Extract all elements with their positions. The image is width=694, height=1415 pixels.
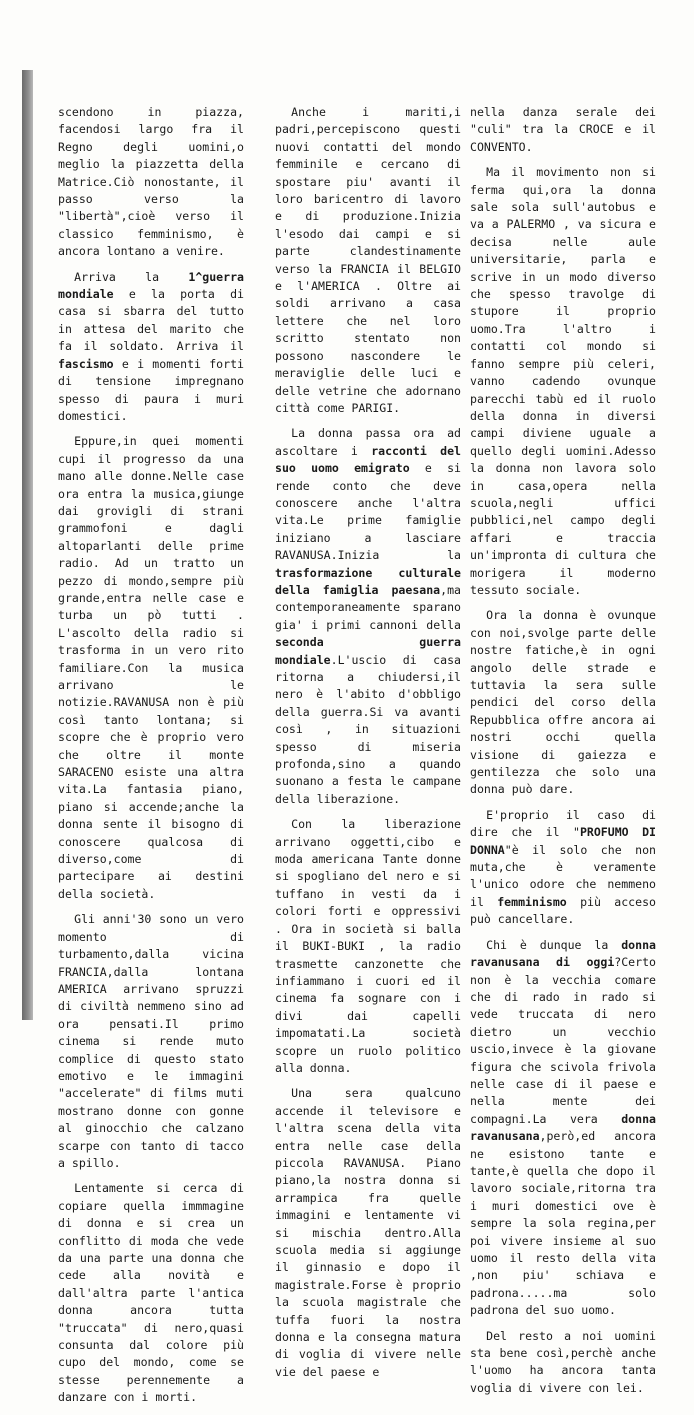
text-run: nella danza serale dei "culi" tra la CROCE e il CONVENTO. [470,105,656,154]
bold-text: PROFUMO DI DONNA [470,825,656,857]
article-column-3 [470,104,656,1405]
paragraph [470,104,656,156]
binding-edge [22,70,33,1020]
paragraph [275,1085,461,1381]
bold-text: trasformazione culturale della famiglia paesana [275,565,461,597]
text-run: Ma il movimento non si ferma qui,ora la donna sale sola sull'autobus e va a PALERMO , va sicura e decisa nelle aule universitarie, parla e scrive in un modo diverso che spesso travolge di stupore il proprio uomo.Tra l'altro i contatti col mondo si fanno sempre più celeri, vanno cadendo ovunque parecchi tabù ed il ruolo della donna in diversi campi diviene uguale a quello degli uomini.Adesso la donna non lavora solo in casa,opera nella scuola,negli uffici pubblici,nel campo degli affari e traccia un'impronta di cultura che morigera il moderno tessuto sociale. [470,165,656,597]
bold-text: donna ravanusana di oggi [470,937,656,970]
bold-text: seconda guerra mondiale [275,635,461,667]
bold-text: 1^guerra mondiale [58,269,244,302]
text-run: Lentamente si cerca di copiare quella immmagine di donna e si crea un conflitto di moda che vede da una parte una donna che cede alla novità e dall'altra parte l'antica donna ancora tutta "truccata" di nero,quasi consunta dal colore più cupo del mondo, come se stesse perennemente a danzare con i morti. [58,1181,244,1405]
text-run: ,ma contemporaneamente sparano gia' i primi cannoni della [275,582,461,632]
text-run: Chi è dunque la [486,937,622,952]
paragraph [275,816,461,1077]
paragraph [58,104,244,261]
text-run: e la porta di casa si sbarra del tutto in attesa del marito che fa il soldato. Arriva il [58,287,244,354]
paragraph [470,937,656,1320]
paragraph [470,1328,656,1398]
paragraph [470,164,656,599]
text-run: e si rende conto che deve conoscere anche l'altra vita.Le prime famiglie iniziano a lasciare RAVANUSA.Inizia la [275,461,462,563]
text-run: E'proprio il caso di dire che il " [470,807,656,840]
text-run: Ora la donna è ovunque con noi,svolge parte delle nostre fatiche,è in ogni angolo delle strade e tuttavia la sera sulle pendici del corso della Repubblica offre ancora ai nostri occhi quella visione di gaiezza e gentilezza che solo una donna può dare. [470,608,656,797]
text-run: "è il solo che non muta,che è veramente l'unico odore che nemmeno il [470,842,656,909]
text-run: Arriva la [74,269,189,284]
text-run: .L'uscio di casa ritorna a chiudersi,il nero è l'abito d'obbligo della guerra.Si va avanti così , in situazioni spesso di miseria profonda,sino a quando suonano a festa le campane della liberazione. [275,652,461,806]
paragraph [470,607,656,798]
text-run: ,però,ed ancora ne esistono tante e tante,è quella che dopo il lavoro sociale,ritorna tra i muri domestici ove è sempre la sola regina,per poi vivere insieme al suo uomo il resto della vita ,non piu' schiava e padrona.....ma solo padrona del suo uomo. [470,1129,656,1318]
text-run: e i momenti forti di tensione impregnano spesso di paura i muri domestici. [58,356,244,423]
text-run: Una sera qualcuno accende il televisore e l'altra scena della vita entra nelle case della piccola RAVANUSA. Piano piano,la nostra donna si arrampica fra quelle immagini e lentamente vi si mischia dentro.Alla scuola media si aggiunge il ginnasio e dopo il magistrale.Forse è proprio la scuola magistrale che tuffa fuori la nostra donna e la consegna matura di voglia di vivere nelle vie del paese e [275,1086,461,1379]
article-column-1 [58,104,244,1415]
paragraph [58,1180,244,1406]
text-run: Eppure,in quei momenti cupi il progresso da una mano alle donne.Nelle case ora entra la musica,giunge dai grovigli di strani grammofoni e dagli altoparlanti delle prime radio. Ad un tratto un pezzo di mondo,sempre più grande,entra nelle case e turba un pò tutti . L'ascolto della radio si trasforma in un vero rito familiare.Con la musica arrivano le notizie.RAVANUSA non è più così tanto lontana; si scopre che è proprio vero che oltre il monte SARACENO esiste una altra vita.La fantasia piano, piano si accende;anche la donna sente il bisogno di conoscere qualcosa di diverso,come di partecipare ai destini della società. [58,434,244,901]
bold-text: fascismo [58,356,114,371]
paragraph [58,269,244,426]
text-run: Gli anni'30 sono un vero momento di turbamento,dalla vicina FRANCIA,dalla lontana AMERICA arrivano spruzzi di civiltà nemmeno sino ad ora pensati.Il primo cinema si rende muto complice di questo stato emotivo e le immagini "accelerate" di films muti mostrano donne con gonne al ginocchio che calzano scarpe con tanto di tacco a spillo. [58,912,244,1170]
paragraph [58,911,244,1172]
text-run: più acceso può cancellare. [470,894,656,927]
text-run: Anche i mariti,i padri,percepiscono questi nuovi contatti del mondo femminile e cercano di spostare piu' avanti il loro baricentro di lavoro e di produzione.Inizia l'esodo dai campi e si parte clandestinamente verso la FRANCIA il BELGIO e l'AMERICA . Oltre ai soldi arrivano a casa lettere che nel loro scritto stentato non possono nascondere le meraviglie delle luci e delle vetrine che adornano città come PARIGI. [275,105,461,415]
article-column-2 [275,104,461,1389]
text-run: ?Certo non è la vecchia comare che di rado in rado si vede truccata di nero dietro un vecchio uscio,invece è la giovane figura che scivola frivola nelle case di il paese e nella mente dei compagni.La vera [470,955,656,1126]
text-run: Con la liberazione arrivano oggetti,cibo e moda americana Tante donne si spogliano del nero e si tuffano in vesti da i colori forti e oppressivi . Ora in società si balla il BUKI-BUKI , la radio trasmette canzonette che infiammano i cuori ed il cinema fa sognare con i divi dai capelli impomatati.La società scopre un ruolo politico alla donna. [275,817,461,1075]
paragraph [58,433,244,903]
paragraph [470,807,656,929]
bold-text: donna ravanusana [470,1111,656,1144]
bold-text: racconti del suo uomo emigrato [275,443,462,476]
paragraph [275,104,461,417]
text-run: Del resto a noi uomini sta bene così,perchè anche l'uomo ha ancora tanta voglia di vivere con lei. [470,1328,656,1395]
paragraph [275,425,461,808]
text-run: La donna passa ora ad ascoltare i [275,426,461,458]
text-run: scendono in piazza, facendosi largo fra il Regno degli uomini,o meglio la piazzetta della Matrice.Ciò nonostante, il passo verso la "libertà",cioè verso il classico femminismo, è ancora lontano a venire. [58,105,244,259]
bold-text: femminismo [497,894,567,909]
